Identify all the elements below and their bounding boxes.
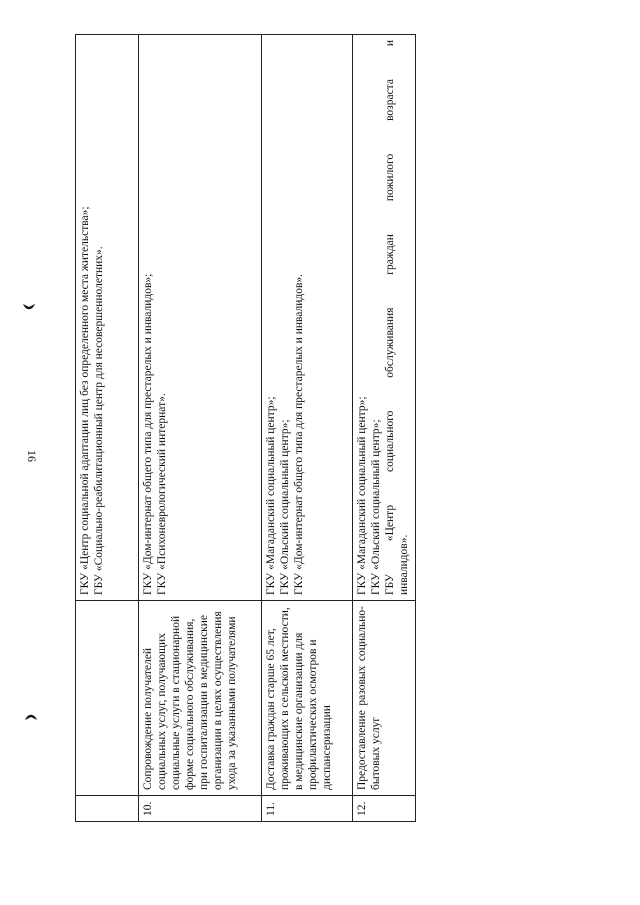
organization: ГБУ «Центр социального обслуживания граждан пожилого возраста и — [384, 40, 396, 595]
page-number: 16 — [25, 450, 39, 462]
rotated-page — [0, 20, 638, 862]
organization: ГКУ «Ольский социальный центр»; — [370, 419, 382, 595]
organizations-cell — [353, 35, 416, 601]
row-number: 11. — [262, 796, 353, 822]
organization: ГКУ «Магаданский социальный центр»; — [265, 396, 277, 595]
organizations-cell — [76, 35, 139, 601]
service-name — [76, 601, 139, 796]
organization: ГКУ «Магаданский социальный центр»; — [356, 396, 368, 595]
organizations-cell — [262, 35, 353, 601]
row-number — [76, 796, 139, 822]
table-row — [353, 35, 416, 822]
service-name — [353, 601, 416, 796]
service-name: Доставка граждан старше 65 лет, проживающих в сельской местности, в медицинские организации для профилактических осмотров и диспансеризации — [262, 601, 353, 796]
organization: ГКУ «Психоневрологический интернат». — [156, 393, 168, 595]
service-name-line: Предоставление разовых социально- — [356, 606, 368, 790]
organization: ГКУ «Дом-интернат общего типа для престарелых и инвалидов»; — [142, 273, 154, 595]
services-table — [75, 34, 416, 822]
organization: ГКУ «Дом-интернат общего типа для престарелых и инвалидов». — [293, 273, 305, 595]
organization: ГКУ «Центр социальной адаптации лиц без определенного места жительства»; — [79, 206, 91, 595]
table-row — [76, 35, 139, 822]
table-row — [262, 35, 353, 822]
organization: инвалидов». — [398, 534, 410, 595]
service-name: Сопровождение получателей социальных услуг, получающих социальные услуги в стационарной форме социального обслуживания, при госпитализации в медицинские организации в целях осуществления ухода за указанными получателями — [139, 601, 262, 796]
organization: ГБУ «Социально-реабилитационный центр для несовершеннолетних». — [93, 246, 105, 595]
row-number: 10. — [139, 796, 262, 822]
service-name-line: бытовых услуг — [370, 716, 382, 790]
row-number: 12. — [353, 796, 416, 822]
punch-mark-icon — [22, 302, 36, 312]
punch-mark-icon — [24, 712, 38, 722]
organizations-cell — [139, 35, 262, 601]
table-row — [139, 35, 262, 822]
organization: ГКУ «Ольский социальный центр»; — [279, 419, 291, 595]
